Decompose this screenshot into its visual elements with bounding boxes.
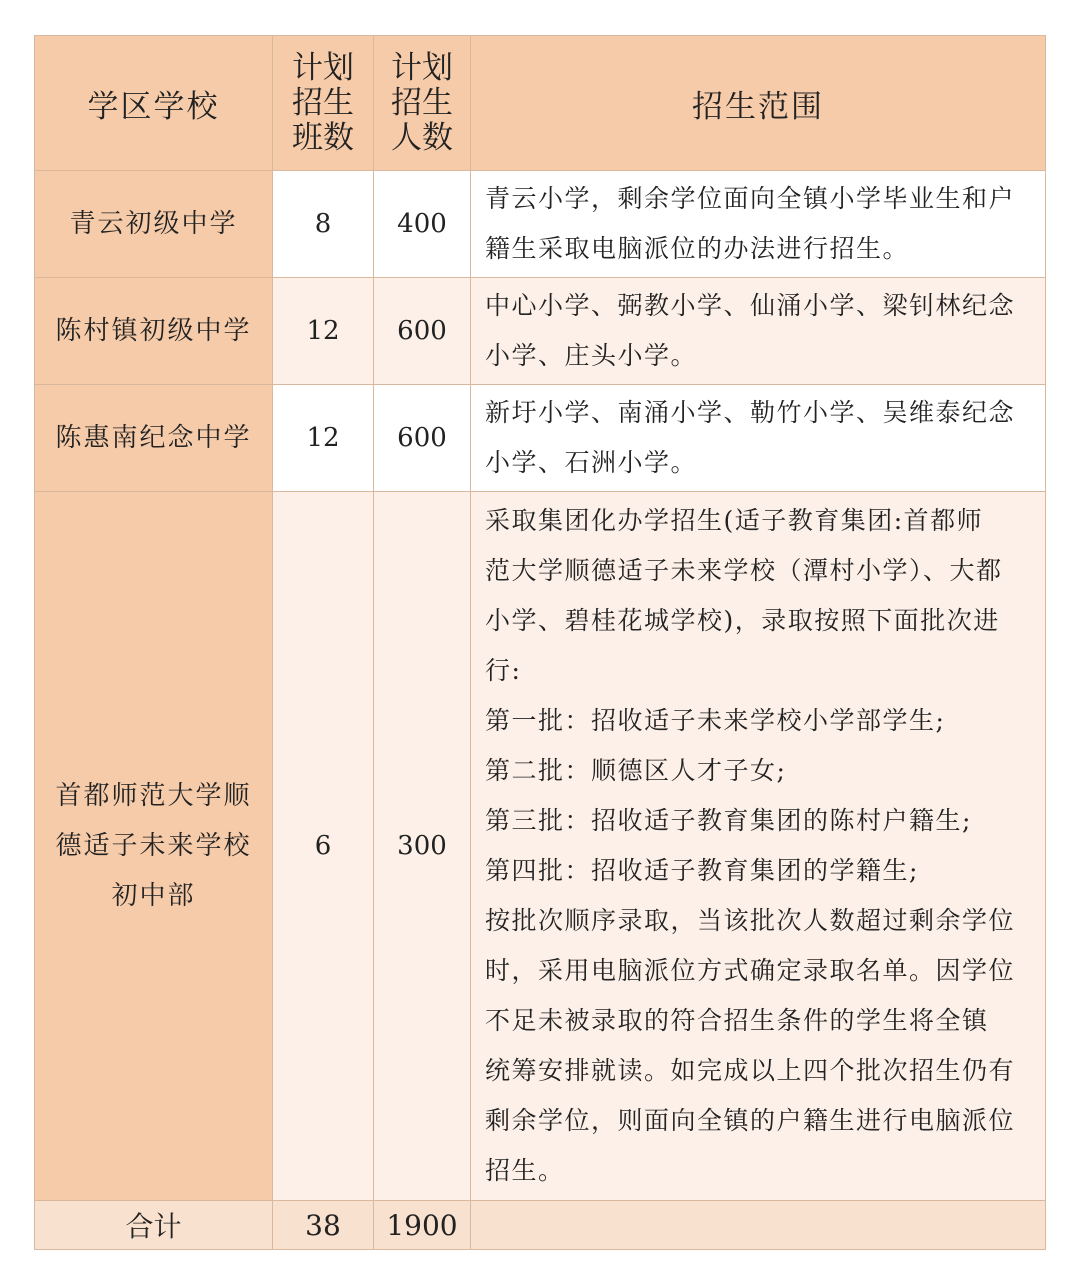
student-count: 400	[374, 171, 471, 278]
school-name: 陈惠南纪念中学	[35, 385, 273, 492]
header-school: 学区学校	[35, 36, 273, 171]
enrollment-scope: 采取集团化办学招生(适子教育集团:首都师 范大学顺德适子未来学校（潭村小学）、大都 小学、碧桂花城学校)，录取按照下面批次进 行: 第一批：招收适子未来学校小学部学生; 第二批：顺德区人才子女; 第三批：招收适子教育集团的陈村户籍生; 第四批：招收适子教育集团的学籍生; 按批次顺序录取，当该批次人数超过剩余学位 时，采用电脑派位方式确定录取名单。因学位 不足未被录取的符合招生条件的学生将全镇 统筹安排就读。如完成以上四个批次招生仍有 剩余学位，则面向全镇的户籍生进行电脑派位 招生。	[471, 492, 1046, 1201]
class-count: 8	[273, 171, 374, 278]
class-count: 6	[273, 492, 374, 1201]
school-name: 陈村镇初级中学	[35, 278, 273, 385]
header-students: 计划 招生 人数	[374, 36, 471, 171]
table-row	[35, 171, 1046, 278]
enrollment-table	[34, 35, 1046, 1250]
total-classes: 38	[273, 1201, 374, 1250]
student-count: 600	[374, 385, 471, 492]
table-row	[35, 492, 1046, 1201]
enrollment-scope: 新圩小学、南涌小学、勒竹小学、吴维泰纪念 小学、石洲小学。	[471, 385, 1046, 492]
student-count: 600	[374, 278, 471, 385]
enrollment-scope: 青云小学，剩余学位面向全镇小学毕业生和户 籍生采取电脑派位的办法进行招生。	[471, 171, 1046, 278]
total-label: 合计	[35, 1201, 273, 1250]
table-row	[35, 278, 1046, 385]
class-count: 12	[273, 385, 374, 492]
total-row	[35, 1201, 1046, 1250]
table-row	[35, 385, 1046, 492]
school-name: 青云初级中学	[35, 171, 273, 278]
class-count: 12	[273, 278, 374, 385]
header-classes: 计划 招生 班数	[273, 36, 374, 171]
total-scope-empty	[471, 1201, 1046, 1250]
school-name: 首都师范大学顺 德适子未来学校 初中部	[35, 492, 273, 1201]
header-row	[35, 36, 1046, 171]
student-count: 300	[374, 492, 471, 1201]
enrollment-scope: 中心小学、弼教小学、仙涌小学、梁钊林纪念 小学、庄头小学。	[471, 278, 1046, 385]
total-students: 1900	[374, 1201, 471, 1250]
header-scope: 招生范围	[471, 36, 1046, 171]
